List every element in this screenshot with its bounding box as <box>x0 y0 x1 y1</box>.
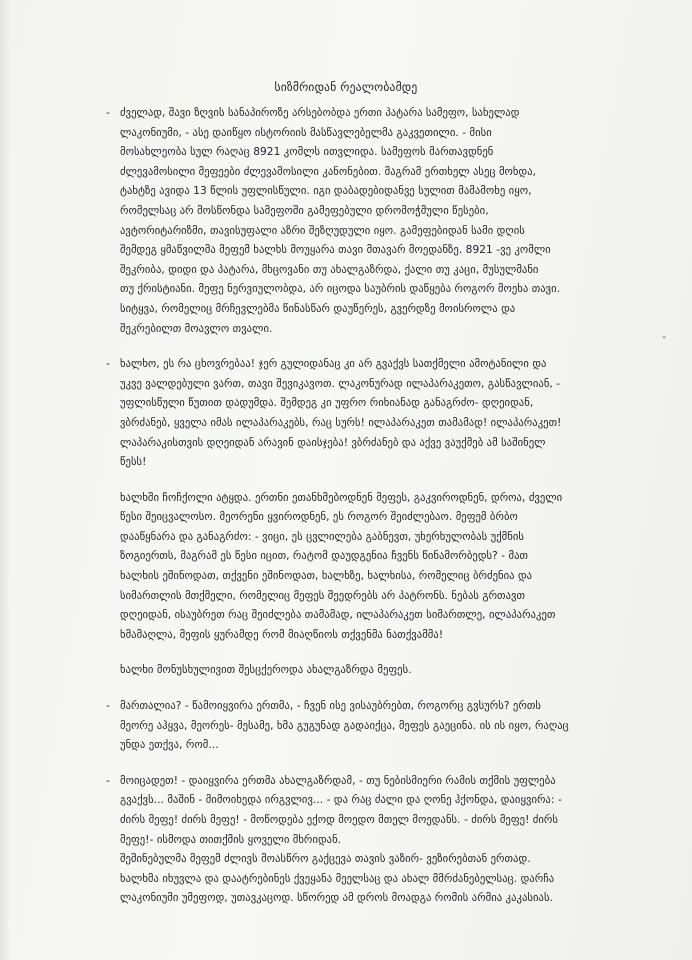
text-line: გვაქვს... მაშინ - მიმოიხედა ირგვლივ... - და რაც ძალი და ღონე ჰქონდა, დაიყვირა: - <box>120 794 562 807</box>
text-line: სიმართლის მთქმელი, რომელიც მეფეს შეედრებს არ პატრონს. ნებას გრთავთ <box>120 589 526 602</box>
text-line: უნდა ეთქვა, რომ... <box>120 739 219 752</box>
page-edge-shadow <box>0 0 10 960</box>
text-line: დღეიდან, ისაუბრეთ რაც შეიძლება თამამად, ილაპარაკეთ სიმართლე, ილაპარაკეთ <box>120 609 556 622</box>
text-line: უფლისწული წუთით დადუმდა. შემდეგ კი უფრო რიხიანად განაგრძო- დღეიდან, <box>120 397 534 410</box>
text-line: უკვე ვალდებული ვართ, თავი შევიკავოთ. ლაკონურად ილაპარაკეთო, გასწავლიან, - <box>120 377 561 390</box>
text-line: მოსახლეობა სულ რაღაც 8921 კომლს ითვლიდა. სამეფოს მართავდნენ <box>120 146 494 159</box>
text-line: წესი შეიცვალოსო. მეორენი ყვიროდნენ, ეს როგორ შეიძლებაო. მეფემ ბრბო <box>120 511 518 524</box>
text-line: ზოგიერთს, მაგრამ ეს წესი იცით, რატომ დაუდგენია ჩვენს წინამორბედს? - მათ <box>120 550 529 563</box>
paragraph <box>120 489 640 646</box>
text-line: შეკრიბა, დიდი და პატარა, მხცოვანი თუ ახალგაზრდა, ქალი თუ კაცი, მუსულმანი <box>120 263 539 276</box>
text-line: ძველად, შავი ზღვის სანაპიროზე არსებობდა ერთი პატარა სამეფო, სახელად <box>120 107 520 119</box>
text-line: ვბრძანებ, ყველა იმას ილაპარაკებს, რაც სურს! ილაპარაკეთ თამამად! ილაპარაკეთ! <box>120 416 562 429</box>
text-line: ლაპარაკისთვის დღეიდან არავინ დაისჯება! ვბრძანებ და აქვე ვაუქმებ ამ საშინელ <box>120 436 546 449</box>
paragraph <box>106 355 640 473</box>
text-line: ხალხმა იხუვლა და დაატრებინეს ქვეყანა მეელსაც და ახალ მმრძანებელსაც. დარჩა <box>120 872 555 885</box>
paragraph-dash-marker: - <box>106 700 110 713</box>
text-line: ხალხში ჩოჩქოლი ატყდა. ერთნი ეთანხმებოდნენ მეფეს, გაკვიროდნენ, დროა, ძველი <box>120 491 563 504</box>
text-line: შემდეგ ყმაწვილმა მეფემ ხალხს მოუყარა თავი მთავარ მოედანზე. 8921 -ვე კომლი <box>120 244 551 257</box>
text-line: დააწყნარა და განაგრძო: - ვიცი, ეს ცვლილება გაბნევთ, უხერხულობას უქმნის <box>120 530 524 543</box>
text-line: ავტორიტარიზმი, თავისუფალი აზრი შეზღუდული იყო. გამეფებიდან სამი დღის <box>120 224 525 237</box>
paragraph <box>120 661 640 681</box>
text-line: ძლევამოსილი მეფეები ძლევამოსილი კანონებით. მაგრამ ერთხელ ასეც მოხდა, <box>120 165 537 178</box>
text-line: ლაკონიუმი უმეფოდ, უთავკაცოდ. სწორედ ამ დროს მოადგა რომის არმია კაკასიას. <box>120 892 553 905</box>
text-line: მოიცადეთ! - დაიყვირა ერთმა ახალგაზრდამ, - თუ ნებისმიერი რამის თქმის უფლება <box>120 774 556 787</box>
text-line: მართალია? - წამოიყვირა ერთმა, - ჩვენ ისე ვისაუბრებთ, როგორც გვსურს? ერთს <box>120 700 541 713</box>
paragraph-dash-marker: - <box>106 774 110 787</box>
text-line: ხმამაღლა, მეფის ყურამდე რომ მიაღწიოს თქვენმა ნათქვამმა! <box>120 628 444 641</box>
text-line: ძირს მეფე! ძირს მეფე! - მოწოდება ექოდ მოედო მთელ მოედანს. - ძირს მეფე! ძირს <box>120 814 558 826</box>
text-line: ხალხის ეშინოდათ, თქვენი ეშინოდათ, ხალხზე, ხალხისა, რომელიც ბრძენია და <box>120 570 533 583</box>
text-line: სიტყვა, რომელიც მრჩევლებმა წინასწარ დაუწერეს, გვერდზე მოისროლა და <box>120 302 516 315</box>
margin-mark: - <box>662 332 666 343</box>
paragraph <box>106 697 640 756</box>
paragraph-dash-marker: - <box>106 358 110 371</box>
paragraph-dash-marker: - <box>106 107 110 119</box>
text-line: მეფე!- ისმოდა თითქმის ყოველი მხრიდან. <box>120 833 342 846</box>
text-line: შეკრებილთ მოავლო თვალი. <box>120 322 273 335</box>
text-line: წესს! <box>120 456 147 469</box>
text-line: ხალხი მონუსხულივით შესცქეროდა ახალგაზრდა მეფეს. <box>120 664 412 677</box>
text-line: მეორე აჰყვა, მეორეს- მესამე, ხმა გუგუნად გადაიქცა, მეფეს გაეცინა. ის ის იყო, რაღაც <box>120 719 569 732</box>
text-line: ტახტზე ავიდა 13 წლის უფლისწული. იგი დაბადებიდანვე სულით მამამოხე იყო, <box>120 185 532 198</box>
text-line: ხალხო, ეს რა ცხოვრებაა! ჯერ გულიდანაც კი არ გვაქვს სათქმელი ამოტანილი და <box>120 358 547 371</box>
document-body <box>106 104 640 925</box>
text-line: რომელსაც არ მოსწონდა სამეფოში გამეფებული დრომოჭმული წესები, <box>120 204 489 217</box>
paragraph <box>106 104 640 339</box>
paragraph <box>106 772 640 909</box>
text-line: თუ ქრისტიანი. მეფე ნერვიულობდა, არ იცოდა საუბრის დაწყება როგორ მოეხა თავი. <box>120 283 561 296</box>
text-line: შეშინებულმა მეფემ ძლივს მოასწრო გაქცევა თავის ვაზირ- ვეზირებთან ერთად. <box>120 853 531 866</box>
text-line: ლაკონიუმი, - ასე დაიწყო ისტორიის მასწავლებელმა გაკვეთილი. - მისი <box>120 126 492 139</box>
document-title: სიზმრიდან რეალობამდე <box>274 80 418 94</box>
